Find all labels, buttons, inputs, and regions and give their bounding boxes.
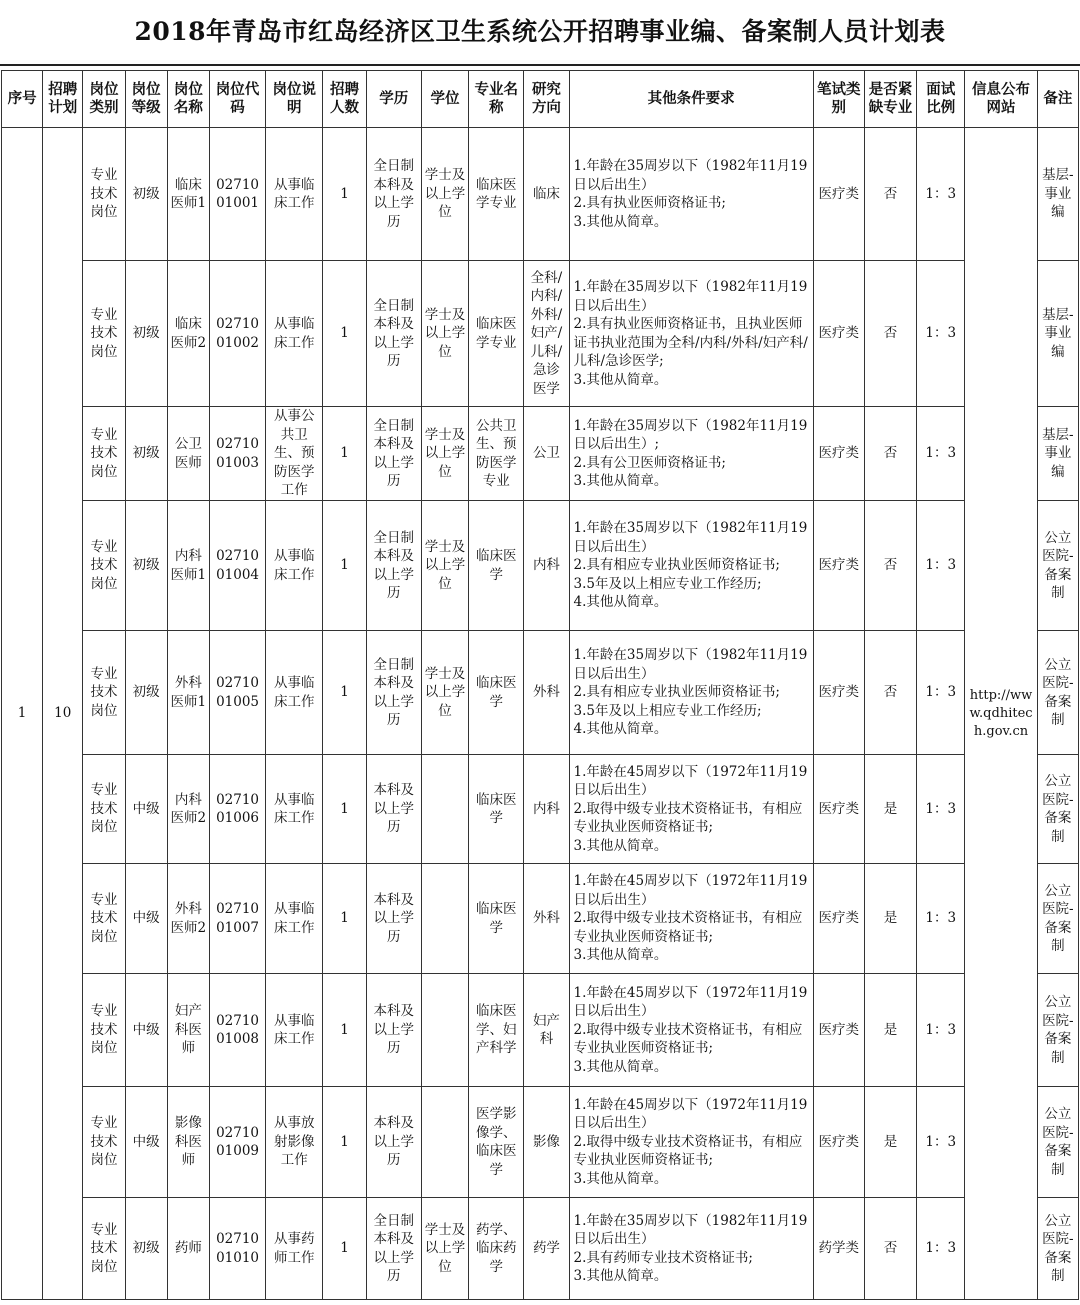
- column-header: 是否紧缺专业: [864, 71, 916, 128]
- requirement-line: 1.年龄在45周岁以下（1972年11月19日以后出生）: [573, 1096, 808, 1132]
- column-header: 信息公布网站: [965, 71, 1037, 128]
- cell-interview-ratio: 1：3: [917, 755, 965, 864]
- table-row: [2, 407, 1079, 501]
- requirement-line: 2.具有相应专业执业医师资格证书;: [573, 557, 780, 574]
- requirement-line: 2.具有药师专业技术资格证书;: [573, 1249, 753, 1266]
- cell-education: 本科及以上学历: [366, 974, 421, 1087]
- cell-degree: 学士及以上学位: [421, 501, 468, 631]
- cell-interview-ratio: 1：3: [917, 501, 965, 631]
- cell-exam-type: 药学类: [813, 1198, 864, 1300]
- cell-exam-type: 医疗类: [813, 755, 864, 864]
- cell-position-name: 内科医师2: [167, 755, 209, 864]
- cell-degree: 学士及以上学位: [421, 407, 468, 501]
- cell-requirements: [569, 1198, 813, 1300]
- cell-position-code: 0271001007: [209, 864, 265, 974]
- requirement-line: 2.取得中级专业技术资格证书，有相应专业执业医师资格证书;: [573, 800, 803, 836]
- cell-shortage: 否: [864, 261, 916, 407]
- cell-major: 临床医学: [469, 631, 524, 755]
- cell-shortage: 否: [864, 631, 916, 755]
- column-header: 招聘计划: [43, 71, 83, 128]
- cell-requirements: [569, 407, 813, 501]
- cell-shortage: 否: [864, 1198, 916, 1300]
- cell-level: 初级: [125, 407, 167, 501]
- cell-note: 基层-事业编: [1037, 128, 1078, 261]
- cell-exam-type: 医疗类: [813, 631, 864, 755]
- table-row: [2, 1087, 1079, 1198]
- cell-education: 全日制本科及以上学历: [366, 407, 421, 501]
- cell-interview-ratio: 1：3: [917, 974, 965, 1087]
- cell-position-name: 外科医师2: [167, 864, 209, 974]
- cell-count: 1: [323, 864, 366, 974]
- cell-degree: 学士及以上学位: [421, 128, 468, 261]
- cell-education: 本科及以上学历: [366, 864, 421, 974]
- cell-position-code: 0271001009: [209, 1087, 265, 1198]
- cell-note: 公立医院-备案制: [1037, 974, 1078, 1087]
- cell-requirements: [569, 128, 813, 261]
- cell-degree: [421, 1087, 468, 1198]
- requirement-line: 2.取得中级专业技术资格证书，有相应专业执业医师资格证书;: [573, 910, 803, 945]
- cell-level: 初级: [125, 261, 167, 407]
- table-row: [2, 1198, 1079, 1300]
- cell-position-code: 0271001006: [209, 755, 265, 864]
- table-row: [2, 501, 1079, 631]
- requirement-line: 2.具有公卫医师资格证书;: [573, 454, 726, 471]
- cell-education: 全日制本科及以上学历: [366, 1198, 421, 1300]
- cell-major: 医学影像学、临床医学: [469, 1087, 524, 1198]
- cell-education: 本科及以上学历: [366, 1087, 421, 1198]
- cell-position-name: 药师: [167, 1198, 209, 1300]
- cell-requirements: [569, 864, 813, 974]
- cell-note: 公立医院-备案制: [1037, 631, 1078, 755]
- cell-description: 从事临床工作: [266, 864, 323, 974]
- requirement-line: 1.年龄在35周岁以下（1982年11月19日以后出生）: [573, 647, 808, 682]
- cell-major: 临床医学: [469, 755, 524, 864]
- requirement-line: 1.年龄在35周岁以下（1982年11月19日以后出生）: [573, 520, 808, 555]
- column-header: 专业名称: [469, 71, 524, 128]
- requirement-line: 1.年龄在35周岁以下（1982年11月19日以后出生）: [573, 279, 808, 314]
- cell-position-code: 0271001001: [209, 128, 265, 261]
- cell-interview-ratio: 1：3: [917, 128, 965, 261]
- cell-category: 专业技术岗位: [83, 128, 125, 261]
- cell-level: 初级: [125, 631, 167, 755]
- cell-degree: [421, 974, 468, 1087]
- cell-degree: 学士及以上学位: [421, 631, 468, 755]
- column-header: 岗位说明: [266, 71, 323, 128]
- cell-level: 中级: [125, 974, 167, 1087]
- cell-category: 专业技术岗位: [83, 631, 125, 755]
- cell-note: 公立医院-备案制: [1037, 1198, 1078, 1300]
- cell-education: 全日制本科及以上学历: [366, 501, 421, 631]
- cell-education: 全日制本科及以上学历: [366, 261, 421, 407]
- recruitment-plan-table: [1, 70, 1079, 1300]
- cell-direction: 外科: [524, 631, 569, 755]
- cell-major: 临床医学、妇产科学: [469, 974, 524, 1087]
- cell-note: 公立医院-备案制: [1037, 755, 1078, 864]
- cell-description: 从事放射影像工作: [266, 1087, 323, 1198]
- cell-note: 基层-事业编: [1037, 261, 1078, 407]
- cell-count: 1: [323, 974, 366, 1087]
- cell-position-name: 妇产科医师: [167, 974, 209, 1087]
- column-header: 岗位名称: [167, 71, 209, 128]
- column-header: 面试比例: [917, 71, 965, 128]
- column-header: 招聘人数: [323, 71, 366, 128]
- cell-exam-type: 医疗类: [813, 407, 864, 501]
- table-row: [2, 128, 1079, 261]
- cell-direction: 影像: [524, 1087, 569, 1198]
- table-row: [2, 631, 1079, 755]
- cell-interview-ratio: 1：3: [917, 864, 965, 974]
- cell-exam-type: 医疗类: [813, 128, 864, 261]
- cell-plan: 10: [43, 128, 83, 1300]
- cell-major: 临床医学: [469, 864, 524, 974]
- document-title: 2018年青岛市红岛经济区卫生系统公开招聘事业编、备案制人员计划表: [0, 0, 1080, 66]
- column-header: 岗位代码: [209, 71, 265, 128]
- cell-category: 专业技术岗位: [83, 407, 125, 501]
- cell-direction: 全科/内科/外科/妇产/儿科/急诊医学: [524, 261, 569, 407]
- cell-requirements: [569, 631, 813, 755]
- cell-degree: [421, 864, 468, 974]
- cell-major: 临床医学: [469, 501, 524, 631]
- cell-website: http://www.qdhitech.gov.cn: [965, 128, 1037, 1300]
- requirement-line: 4.其他从简章。: [573, 594, 668, 611]
- cell-position-code: 0271001002: [209, 261, 265, 407]
- cell-note: 公立医院-备案制: [1037, 501, 1078, 631]
- cell-category: 专业技术岗位: [83, 1087, 125, 1198]
- cell-position-code: 0271001003: [209, 407, 265, 501]
- cell-shortage: 否: [864, 501, 916, 631]
- cell-description: 从事公共卫生、预防医学工作: [266, 407, 323, 501]
- cell-direction: 临床: [524, 128, 569, 261]
- cell-count: 1: [323, 501, 366, 631]
- cell-requirements: [569, 755, 813, 864]
- requirement-line: 1.年龄在35周岁以下（1982年11月19日以后出生）: [573, 158, 808, 193]
- cell-level: 中级: [125, 864, 167, 974]
- cell-category: 专业技术岗位: [83, 864, 125, 974]
- cell-exam-type: 医疗类: [813, 864, 864, 974]
- cell-requirements: [569, 1087, 813, 1198]
- cell-level: 初级: [125, 501, 167, 631]
- cell-description: 从事临床工作: [266, 755, 323, 864]
- cell-shortage: 是: [864, 1087, 916, 1198]
- cell-description: 从事药师工作: [266, 1198, 323, 1300]
- cell-seq: 1: [2, 128, 43, 1300]
- cell-position-name: 影像科医师: [167, 1087, 209, 1198]
- cell-major: 临床医学专业: [469, 128, 524, 261]
- cell-description: 从事临床工作: [266, 631, 323, 755]
- column-header: 岗位类别: [83, 71, 125, 128]
- cell-note: 公立医院-备案制: [1037, 1087, 1078, 1198]
- cell-direction: 药学: [524, 1198, 569, 1300]
- cell-category: 专业技术岗位: [83, 261, 125, 407]
- cell-count: 1: [323, 407, 366, 501]
- requirement-line: 3.其他从简章。: [573, 213, 668, 230]
- cell-education: 本科及以上学历: [366, 755, 421, 864]
- cell-direction: 内科: [524, 501, 569, 631]
- requirement-line: 2.具有执业医师资格证书;: [573, 195, 726, 211]
- cell-direction: 公卫: [524, 407, 569, 501]
- requirement-line: 1.年龄在45周岁以下（1972年11月19日以后出生）: [573, 984, 808, 1020]
- column-header: 笔试类别: [813, 71, 864, 128]
- column-header: 其他条件要求: [569, 71, 813, 128]
- cell-direction: 妇产科: [524, 974, 569, 1087]
- cell-position-code: 0271001008: [209, 974, 265, 1087]
- cell-requirements: [569, 261, 813, 407]
- cell-education: 全日制本科及以上学历: [366, 631, 421, 755]
- cell-level: 中级: [125, 755, 167, 864]
- table-header-row: [2, 71, 1079, 128]
- requirement-line: 3.其他从简章。: [573, 371, 668, 388]
- cell-count: 1: [323, 755, 366, 864]
- cell-position-name: 内科医师1: [167, 501, 209, 631]
- requirement-line: 3.其他从简章。: [573, 1170, 668, 1187]
- cell-category: 专业技术岗位: [83, 755, 125, 864]
- cell-level: 中级: [125, 1087, 167, 1198]
- cell-shortage: 是: [864, 974, 916, 1087]
- cell-interview-ratio: 1：3: [917, 631, 965, 755]
- column-header: 序号: [2, 71, 43, 128]
- cell-category: 专业技术岗位: [83, 501, 125, 631]
- cell-count: 1: [323, 128, 366, 261]
- cell-exam-type: 医疗类: [813, 501, 864, 631]
- cell-major: 药学、临床药学: [469, 1198, 524, 1300]
- requirement-line: 1.年龄在45周岁以下（1972年11月19日以后出生）: [573, 873, 808, 908]
- cell-degree: [421, 755, 468, 864]
- cell-direction: 外科: [524, 864, 569, 974]
- cell-position-name: 临床医师1: [167, 128, 209, 261]
- cell-shortage: 是: [864, 755, 916, 864]
- cell-category: 专业技术岗位: [83, 1198, 125, 1300]
- cell-requirements: [569, 501, 813, 631]
- cell-count: 1: [323, 1198, 366, 1300]
- requirement-line: 2.具有相应专业执业医师资格证书;: [573, 684, 780, 701]
- cell-count: 1: [323, 631, 366, 755]
- requirement-line: 2.取得中级专业技术资格证书，有相应专业执业医师资格证书;: [573, 1133, 803, 1169]
- cell-interview-ratio: 1：3: [917, 1198, 965, 1300]
- cell-education: 全日制本科及以上学历: [366, 128, 421, 261]
- table-row: [2, 755, 1079, 864]
- cell-position-name: 公卫医师: [167, 407, 209, 501]
- cell-major: 公共卫生、预防医学专业: [469, 407, 524, 501]
- cell-description: 从事临床工作: [266, 974, 323, 1087]
- requirement-line: 4.其他从简章。: [573, 721, 668, 738]
- cell-exam-type: 医疗类: [813, 261, 864, 407]
- requirement-line: 3.其他从简章。: [573, 1268, 668, 1284]
- cell-interview-ratio: 1：3: [917, 1087, 965, 1198]
- cell-position-code: 0271001005: [209, 631, 265, 755]
- requirement-line: 3.5年及以上相应专业工作经历;: [573, 702, 762, 719]
- cell-exam-type: 医疗类: [813, 974, 864, 1087]
- requirement-line: 1.年龄在35周岁以下（1982年11月19日以后出生）;: [573, 417, 808, 452]
- cell-position-code: 0271001004: [209, 501, 265, 631]
- cell-interview-ratio: 1：3: [917, 407, 965, 501]
- cell-note: 公立医院-备案制: [1037, 864, 1078, 974]
- table-row: [2, 974, 1079, 1087]
- cell-position-code: 0271001010: [209, 1198, 265, 1300]
- cell-position-name: 临床医师2: [167, 261, 209, 407]
- cell-shortage: 是: [864, 864, 916, 974]
- table-body: [2, 128, 1079, 1300]
- table-row: [2, 261, 1079, 407]
- requirement-line: 1.年龄在45周岁以下（1972年11月19日以后出生）: [573, 763, 808, 799]
- cell-shortage: 否: [864, 407, 916, 501]
- cell-description: 从事临床工作: [266, 128, 323, 261]
- column-header: 研究方向: [524, 71, 569, 128]
- cell-major: 临床医学专业: [469, 261, 524, 407]
- requirement-line: 3.5年及以上相应专业工作经历;: [573, 575, 762, 592]
- cell-direction: 内科: [524, 755, 569, 864]
- cell-shortage: 否: [864, 128, 916, 261]
- requirement-line: 3.其他从简章。: [573, 837, 668, 854]
- cell-count: 1: [323, 1087, 366, 1198]
- cell-description: 从事临床工作: [266, 261, 323, 407]
- cell-exam-type: 医疗类: [813, 1087, 864, 1198]
- cell-count: 1: [323, 261, 366, 407]
- requirement-line: 2.取得中级专业技术资格证书，有相应专业执业医师资格证书;: [573, 1021, 803, 1057]
- column-header: 备注: [1037, 71, 1078, 128]
- cell-position-name: 外科医师1: [167, 631, 209, 755]
- requirement-line: 2.具有执业医师资格证书，且执业医师证书执业范围为全科/内科/外科/妇产科/儿科/急诊医学;: [573, 316, 808, 369]
- cell-requirements: [569, 974, 813, 1087]
- cell-level: 初级: [125, 1198, 167, 1300]
- table-row: [2, 864, 1079, 974]
- requirement-line: 3.其他从简章。: [573, 1058, 668, 1075]
- requirement-line: 3.其他从简章。: [573, 947, 668, 964]
- requirement-line: 1.年龄在35周岁以下（1982年11月19日以后出生）: [573, 1212, 808, 1247]
- cell-note: 基层-事业编: [1037, 407, 1078, 501]
- cell-interview-ratio: 1：3: [917, 261, 965, 407]
- cell-category: 专业技术岗位: [83, 974, 125, 1087]
- cell-description: 从事临床工作: [266, 501, 323, 631]
- requirement-line: 3.其他从简章。: [573, 473, 668, 489]
- cell-degree: 学士及以上学位: [421, 1198, 468, 1300]
- column-header: 学历: [366, 71, 421, 128]
- column-header: 学位: [421, 71, 468, 128]
- cell-level: 初级: [125, 128, 167, 261]
- column-header: 岗位等级: [125, 71, 167, 128]
- cell-degree: 学士及以上学位: [421, 261, 468, 407]
